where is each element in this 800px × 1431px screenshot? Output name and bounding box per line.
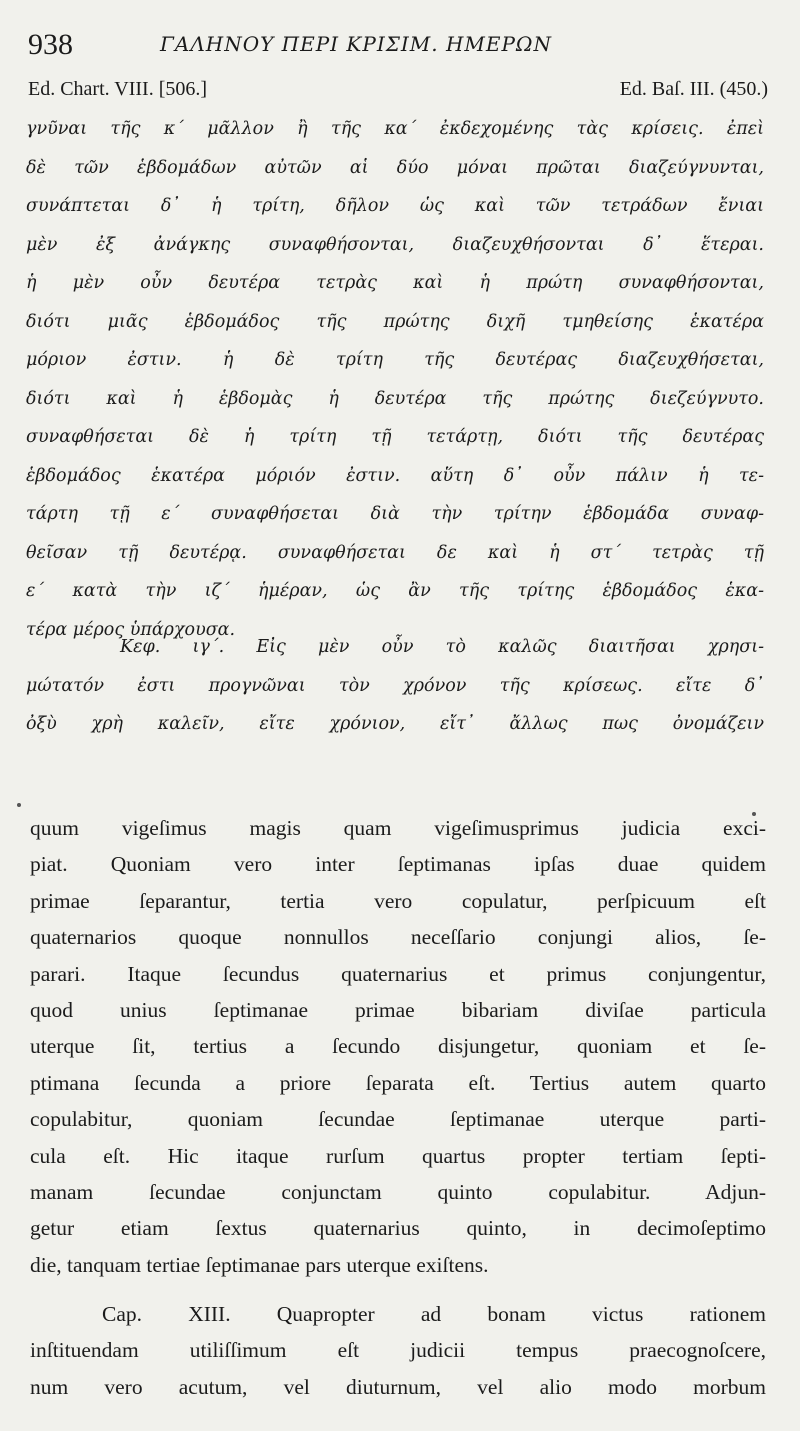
greek-line: διότι μιᾶς ἑβδομάδος τῆς πρώτης διχῆ τμηθείσης ἑκατέρα xyxy=(26,311,764,332)
greek-chapter-line: ὀξὺ χρὴ καλεῖν, εἴτε χρόνιον, εἴτ᾽ ἄλλως πως ὀνομάζειν xyxy=(26,714,764,734)
latin-text-block xyxy=(30,810,766,1283)
latin-chapter-line: inſtituendam utiliſſimum eſt judicii tempus praecognoſcere, xyxy=(30,1338,766,1363)
greek-chapter-line: μώτατόν ἐστι προγνῶναι τὸν χρόνον τῆς κρίσεως. εἴτε δ᾽ xyxy=(26,675,764,696)
greek-line: γνῦναι τῆς κ΄ μᾶλλον ἢ τῆς κα΄ ἐκδεχομένης τὰς κρίσεις. ἐπεὶ xyxy=(26,119,764,139)
greek-line: ἡ μὲν οὖν δευτέρα τετρὰς καὶ ἡ πρώτη συναφθήσονται, xyxy=(26,273,764,293)
greek-line: ἑβδομάδος ἑκατέρα μόριόν ἐστιν. αὕτη δ᾽ οὖν πάλιν ἡ τε- xyxy=(26,465,764,486)
latin-line: parari. Itaque ſecundus quaternarius et primus conjungentur, xyxy=(30,961,766,986)
edition-reference-right: Ed. Baſ. III. (450.) xyxy=(619,78,768,100)
greek-line: τάρτη τῇ ε΄ συναφθήσεται διὰ τὴν τρίτην ἑβδομάδα συναφ- xyxy=(26,504,764,524)
latin-line: quaternarios quoque nonnullos neceſſario conjungi alios, ſe- xyxy=(30,925,766,950)
latin-line: die, tanquam tertiae ſeptimanae pars uterque exiſtens. xyxy=(30,1252,489,1277)
latin-line: getur etiam ſextus quaternarius quinto, in decimoſeptimo xyxy=(30,1216,766,1241)
greek-line: δὲ τῶν ἑβδομάδων αὐτῶν αἱ δύο μόναι πρῶται διαζεύγνυνται, xyxy=(26,157,764,178)
latin-line: piat. Quoniam vero inter ſeptimanas ipſas duae quidem xyxy=(30,852,766,877)
greek-line: μὲν ἐξ ἀνάγκης συναφθήσονται, διαζευχθήσονται δ᾽ ἕτεραι. xyxy=(26,234,764,255)
greek-line: μόριον ἐστιν. ἡ δὲ τρίτη τῆς δευτέρας διαζευχθήσεται, xyxy=(26,350,764,370)
greek-line: συνάπτεται δ᾽ ἡ τρίτη, δῆλον ὡς καὶ τῶν τετράδων ἔνιαι xyxy=(26,196,764,216)
greek-chapter-block xyxy=(26,628,764,744)
latin-line: cula eſt. Hic itaque rurſum quartus propter tertiam ſepti- xyxy=(30,1143,766,1168)
speck-mark xyxy=(17,803,21,807)
latin-line: ptimana ſecunda a priore ſeparata eſt. Tertius autem quarto xyxy=(30,1070,766,1095)
latin-chapter-line: Cap. XIII. Quapropter ad bonam victus rationem xyxy=(102,1302,766,1326)
latin-line: uterque ſit, tertius a ſecundo disjungetur, quoniam et ſe- xyxy=(30,1034,766,1059)
greek-line: διότι καὶ ἡ ἑβδομὰς ἡ δευτέρα τῆς πρώτης διεζεύγνυτο. xyxy=(26,388,764,409)
running-title: ΓΑΛΗΝΟΥ ΠΕΡΙ ΚΡΙΣΙΜ. ΗΜΕΡΩΝ xyxy=(160,32,553,56)
latin-line: copulabitur, quoniam ſecundae ſeptimanae uterque parti- xyxy=(30,1107,766,1132)
greek-chapter-line: Κεφ. ιγ΄. Εἰς μὲν οὖν τὸ καλῶς διαιτῆσαι χρησι- xyxy=(120,637,764,657)
latin-line: quum vigeſimus magis quam vigeſimusprimus judicia exci- xyxy=(30,816,766,840)
latin-chapter-line: num vero acutum, vel diuturnum, vel alio modo morbum xyxy=(30,1374,766,1399)
greek-text-block xyxy=(26,110,764,649)
latin-line: primae ſeparantur, tertia vero copulatur, perſpicuum eſt xyxy=(30,888,766,913)
latin-line: quod unius ſeptimanae primae bibariam diviſae particula xyxy=(30,997,766,1022)
greek-line: τέρα μέρος ὑπάρχουσα. xyxy=(26,619,236,640)
greek-line: συναφθήσεται δὲ ἡ τρίτη τῇ τετάρτῃ, διότι τῆς δευτέρας xyxy=(26,427,764,447)
latin-line: manam ſecundae conjunctam quinto copulabitur. Adjun- xyxy=(30,1179,766,1204)
greek-line: ε΄ κατὰ τὴν ιζ΄ ἡμέραν, ὡς ἂν τῆς τρίτης ἑβδομάδος ἑκα- xyxy=(26,581,764,601)
edition-reference-left: Ed. Chart. VIII. [506.] xyxy=(28,78,208,100)
page-header xyxy=(28,28,768,61)
speck-mark xyxy=(752,812,756,816)
greek-line: θεῖσαν τῇ δευτέρᾳ. συναφθήσεται δε καὶ ἡ στ΄ τετρὰς τῇ xyxy=(26,542,764,563)
latin-chapter-block xyxy=(30,1296,766,1405)
page-number: 938 xyxy=(28,28,73,61)
